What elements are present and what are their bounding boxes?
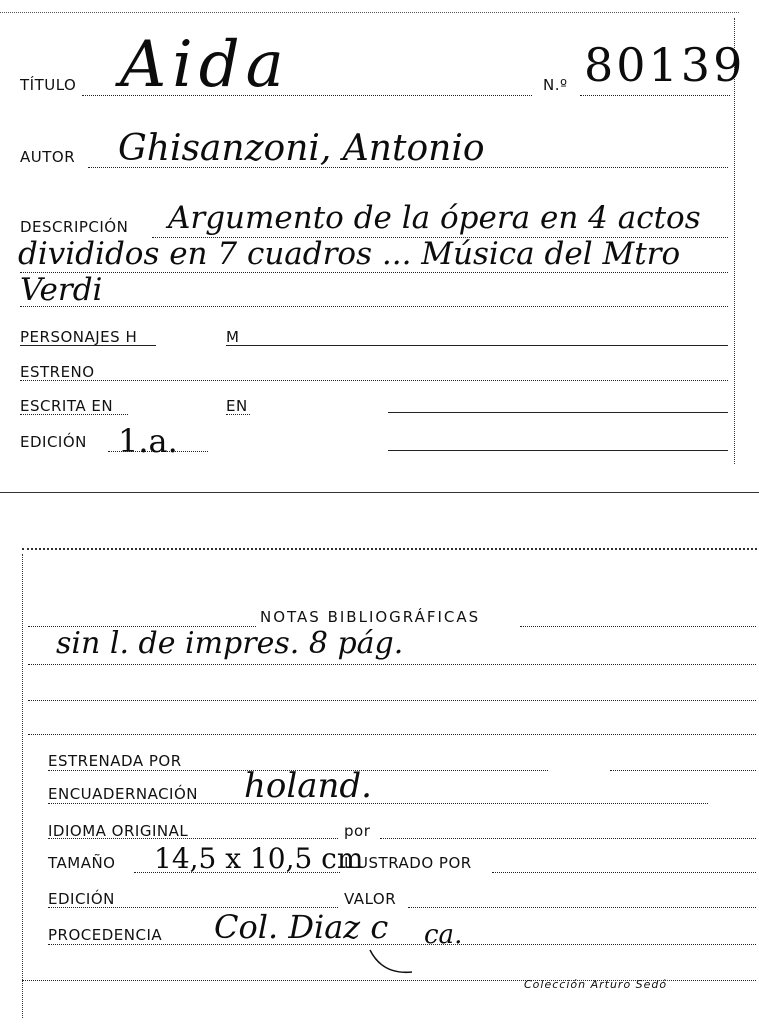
procedencia-value: Col. Diaz c — [214, 908, 389, 946]
valor-label: VALOR — [344, 890, 397, 908]
escrita-line — [20, 414, 128, 415]
collection-credit: Colección Arturo Sedó — [524, 978, 668, 991]
edicion-bottom-label: EDICIÓN — [48, 890, 115, 908]
edicion-value: 1.a. — [118, 422, 178, 460]
escrita-solid-line — [388, 412, 728, 413]
ilustrado-label: ILUSTRADO POR — [344, 854, 472, 872]
procedencia-label: PROCEDENCIA — [48, 926, 163, 944]
catalog-card-bottom — [0, 540, 759, 1028]
card-top-border — [0, 12, 739, 13]
encuadernacion-label: ENCUADERNACIÓN — [48, 785, 199, 803]
escrita-label: ESCRITA EN — [20, 397, 114, 415]
notas-line-2 — [28, 700, 756, 701]
edicion-label: EDICIÓN — [20, 433, 87, 451]
tamano-label: TAMAÑO — [48, 854, 116, 872]
numero-value: 80139 — [584, 38, 746, 92]
procedencia-flourish — [368, 944, 418, 978]
descripcion-text-2: divididos en 7 cuadros ... Música del Mtro — [18, 236, 681, 272]
notas-line-1 — [28, 664, 756, 665]
card-bottom-left-border — [22, 554, 23, 1018]
numero-line — [580, 95, 730, 96]
en-label: EN — [226, 397, 248, 415]
titulo-value: Aida — [120, 28, 290, 102]
numero-label: N.º — [543, 76, 568, 94]
por-line — [380, 838, 756, 839]
tamano-value: 14,5 x 10,5 cm — [154, 842, 364, 875]
autor-label: AUTOR — [20, 148, 76, 166]
descripcion-line-2 — [20, 272, 728, 273]
idioma-line — [48, 838, 338, 839]
encuadernacion-value: holand. — [244, 766, 372, 806]
en-line — [226, 414, 250, 415]
notas-label: NOTAS BIBLIOGRÁFICAS — [260, 608, 481, 626]
procedencia-extra: ca. — [424, 920, 463, 950]
personajes-line — [20, 345, 156, 346]
titulo-label: TÍTULO — [20, 76, 77, 94]
descripcion-text-1: Argumento de la ópera en 4 actos — [168, 200, 701, 236]
m-label: M — [226, 328, 240, 346]
encuadernacion-line — [48, 803, 708, 804]
autor-value: Ghisanzoni, Antonio — [118, 128, 485, 169]
notas-value: sin l. de impres. 8 pág. — [56, 626, 404, 661]
estrenada-label: ESTRENADA POR — [48, 752, 182, 770]
card-bottom-top-border — [22, 548, 757, 550]
card-cut-line — [0, 492, 759, 493]
por-label: por — [344, 822, 371, 840]
catalog-card-top — [0, 0, 759, 494]
m-line — [226, 345, 728, 346]
estreno-line — [20, 380, 728, 381]
descripcion-text-3: Verdi — [20, 272, 103, 308]
descripcion-label: DESCRIPCIÓN — [20, 218, 129, 236]
estreno-label: ESTRENO — [20, 363, 95, 381]
estrenada-line-right — [610, 770, 756, 771]
notas-line-tail — [520, 626, 756, 627]
idioma-label: IDIOMA ORIGINAL — [48, 822, 189, 840]
descripcion-line-3 — [20, 306, 728, 307]
edicion-solid-line — [388, 450, 728, 451]
notas-line-3 — [28, 734, 756, 735]
ilustrado-line — [492, 872, 756, 873]
valor-line — [408, 907, 756, 908]
personajes-label: PERSONAJES H — [20, 328, 138, 346]
